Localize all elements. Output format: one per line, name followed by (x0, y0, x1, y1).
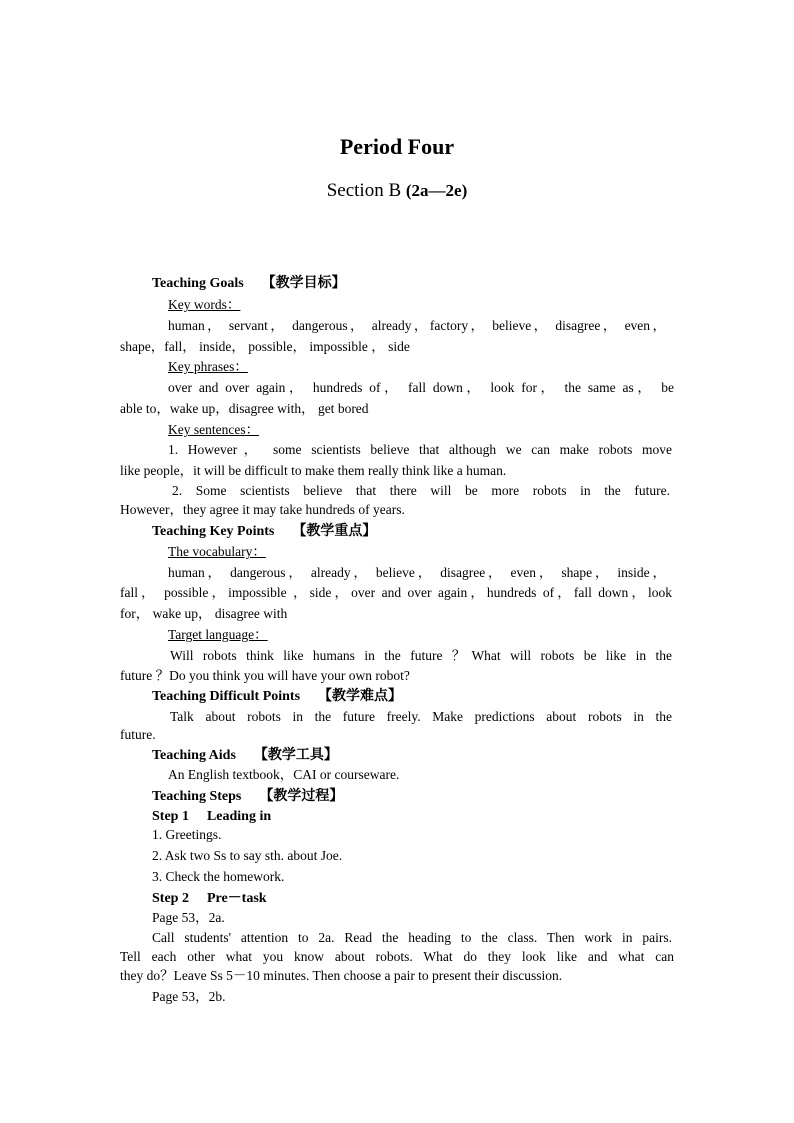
sentence-line: 2. Some scientists believe that there will be more robots in the future. (172, 483, 670, 498)
section-label: Section B (326, 180, 402, 201)
key-words-label: Key words： (168, 297, 241, 312)
heading-cn: 【教学工具】 (253, 747, 338, 763)
teaching-steps-heading (152, 787, 343, 806)
step-paragraph-line: Tell each other what you know about robots. What do they look like and what can (120, 949, 674, 964)
step-1-heading (152, 807, 271, 826)
teaching-difficult-points-heading (152, 687, 402, 706)
key-sentences-label: Key sentences： (168, 422, 260, 437)
key-phrases-label: Key phrases： (168, 359, 248, 374)
step-item: 1. Greetings. (152, 827, 222, 842)
step-paragraph-line: Call students' attention to 2a. Read the heading to the class. Then work in pairs. (152, 930, 672, 945)
key-words-line: human， servant， dangerous， already，factory， believe， disagree， even， (168, 318, 666, 333)
teaching-key-points-heading (152, 522, 376, 541)
heading-cn: 【教学难点】 (318, 688, 403, 704)
teaching-aids-heading (152, 746, 338, 765)
target-language-line: future ？Do you think you will have your own robot? (120, 668, 410, 683)
difficult-points-line: future. (120, 727, 156, 742)
page-title: Period Four (339, 134, 455, 159)
heading-cn: 【教学重点】 (292, 523, 377, 539)
vocabulary-line: fall， possible，impossible ，side，over and over again，hundreds of，fall down，look (120, 585, 672, 600)
vocabulary-line: for， wake up， disagree with (120, 606, 288, 621)
heading-text: Teaching Key Points (152, 524, 275, 539)
step-title: Pre－task (206, 891, 267, 906)
page-reference: Page 53，2b. (152, 989, 226, 1004)
heading-cn: 【教学过程】 (259, 788, 344, 804)
key-words-line: shape，fall， inside， possible， impossible ， side (120, 339, 410, 354)
sentence-line: 1. However， some scientists believe that although we can make robots move (168, 442, 672, 457)
vocabulary-line: human， dangerous， already， believe， disagree， even， shape， inside， (168, 565, 666, 580)
step-label: Step 2 (152, 891, 189, 906)
heading-text: Teaching Aids (152, 748, 236, 763)
heading-cn: 【教学目标】 (261, 275, 346, 291)
step-paragraph-line: they do？Leave Ss 5－10 minutes. Then choose a pair to present their discussion. (120, 968, 563, 983)
step-title: Leading in (206, 809, 272, 824)
key-phrases-line: over and over again， hundreds of， fall down， look for， the same as， be (168, 380, 674, 395)
vocabulary-label: The vocabulary： (168, 544, 266, 559)
page-subtitle (0, 180, 794, 202)
heading-text: Teaching Goals (152, 276, 244, 291)
heading-text: Teaching Steps (152, 789, 242, 804)
teaching-goals-heading (152, 274, 346, 293)
difficult-points-line: Talk about robots in the future freely. Make predictions about robots in the (170, 709, 672, 724)
target-language-label: Target language： (168, 627, 268, 642)
step-item: 3. Check the homework. (152, 869, 285, 884)
sentence-line: However，they agree it may take hundreds of years. (120, 502, 405, 517)
section-range: (2a—2e) (405, 181, 468, 200)
step-item: 2. Ask two Ss to say sth. about Joe. (152, 848, 343, 863)
target-language-line: Will robots think like humans in the future ？What will robots be like in the (170, 648, 672, 663)
step-2-heading (152, 889, 267, 908)
aids-line: An English textbook，CAI or courseware. (168, 767, 400, 782)
step-label: Step 1 (152, 809, 189, 824)
heading-text: Teaching Difficult Points (152, 689, 301, 704)
sentence-line: like people，it will be difficult to make them really think like a human. (120, 463, 507, 478)
key-phrases-line: able to，wake up，disagree with， get bored (120, 401, 369, 416)
page-reference: Page 53，2a. (152, 910, 225, 925)
